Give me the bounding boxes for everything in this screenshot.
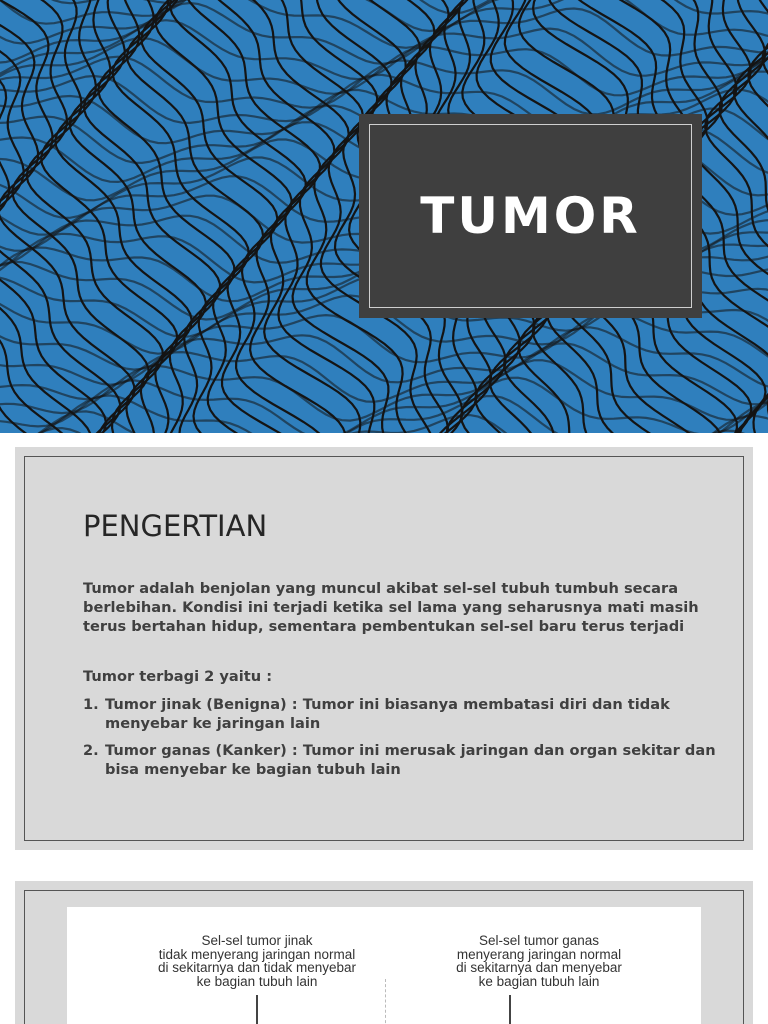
column-divider [385,979,387,1024]
wave-line [763,0,768,433]
list-text: Tumor jinak (Benigna) : Tumor ini biasanya membatasi diri dan tidak menyebar ke jaringan lain [105,696,670,732]
wave-line [0,0,768,48]
label-line: tidak menyerang jaringan normal [158,946,356,962]
benign-cells-label [127,934,387,988]
label-line: Sel-sel tumor jinak [201,933,313,948]
label-line: ke bagian tubuh lain [478,973,600,989]
label-line: menyerang jaringan normal [456,946,622,962]
comparison-slide [15,881,753,1024]
definition-paragraph: Tumor adalah benjolan yang muncul akibat sel-sel tubuh tumbuh secara berlebihan. Kondisi ini terjadi ketika sel lama yang seharusnya mati masih terus bertahan hidup, sementara pembentukan sel-sel baru terus terjadi [83,580,699,635]
tumor-types-list [83,695,723,787]
list-number: 1. [83,696,99,713]
label-line: Sel-sel tumor ganas [478,933,600,948]
tumor-comparison-figure [67,907,701,1024]
section-heading: PENGERTIAN [83,509,268,543]
slide-title: TUMOR [420,187,641,245]
malignant-pointer-line [509,995,511,1024]
benign-pointer-line [256,995,258,1024]
label-line: di sekitarnya dan menyebar [456,960,622,975]
title-box [359,114,702,318]
title-slide [0,0,768,433]
list-item [83,741,723,779]
wave-line [0,0,768,13]
list-number: 2. [83,742,99,759]
list-text: Tumor ganas (Kanker) : Tumor ini merusak jaringan dan organ sekitar dan bisa menyebar ke bagian tubuh lain [105,742,716,778]
title-frame [369,124,692,308]
definition-slide [15,447,753,850]
types-intro: Tumor terbagi 2 yaitu : [83,668,273,685]
label-line: di sekitarnya dan tidak menyebar [157,960,357,975]
label-line: ke bagian tubuh lain [196,973,318,989]
malignant-cells-label [409,934,669,988]
slide-frame [24,456,744,841]
list-item [83,695,723,733]
